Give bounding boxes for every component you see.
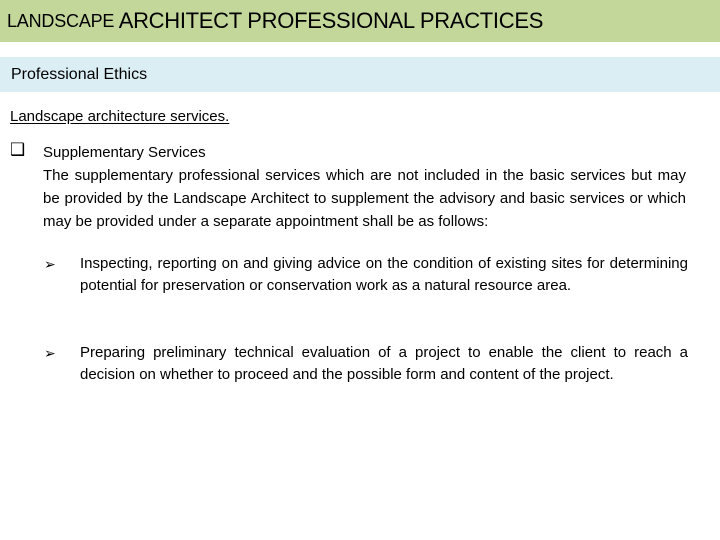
subtitle: Professional Ethics — [11, 65, 148, 83]
level1-list-item — [43, 141, 686, 233]
list-item-text: Inspecting, reporting on and giving advice on the condition of existing sites for determining potential for preservation or conservation work as a natural resource area. — [80, 255, 688, 294]
arrow-right-icon: ➢ — [44, 256, 56, 272]
list-item-title: Supplementary Services — [43, 144, 206, 161]
page-title: ARCHITECT PROFESSIONAL PRACTICES — [118, 8, 544, 33]
title-bar — [0, 0, 720, 42]
list-item — [44, 342, 688, 386]
subtitle-bar — [0, 57, 720, 92]
list-item-text: Preparing preliminary technical evaluation of a project to enable the client to reach a decision on whether to proceed and the possible form and content of the project. — [80, 344, 688, 383]
list-item-body: The supplementary professional services which are not included in the basic services but may be provided by the Landscape Architect to supplement the advisory and basic services or which may be provided under a separate appointment shall be as follows: — [43, 167, 686, 230]
checkbox-square-icon: ❑ — [10, 140, 26, 159]
section-heading: Landscape architecture services. — [10, 108, 230, 125]
title-prefix: LANDSCAPE — [7, 10, 115, 31]
list-item — [44, 253, 688, 297]
arrow-right-icon: ➢ — [44, 345, 56, 361]
